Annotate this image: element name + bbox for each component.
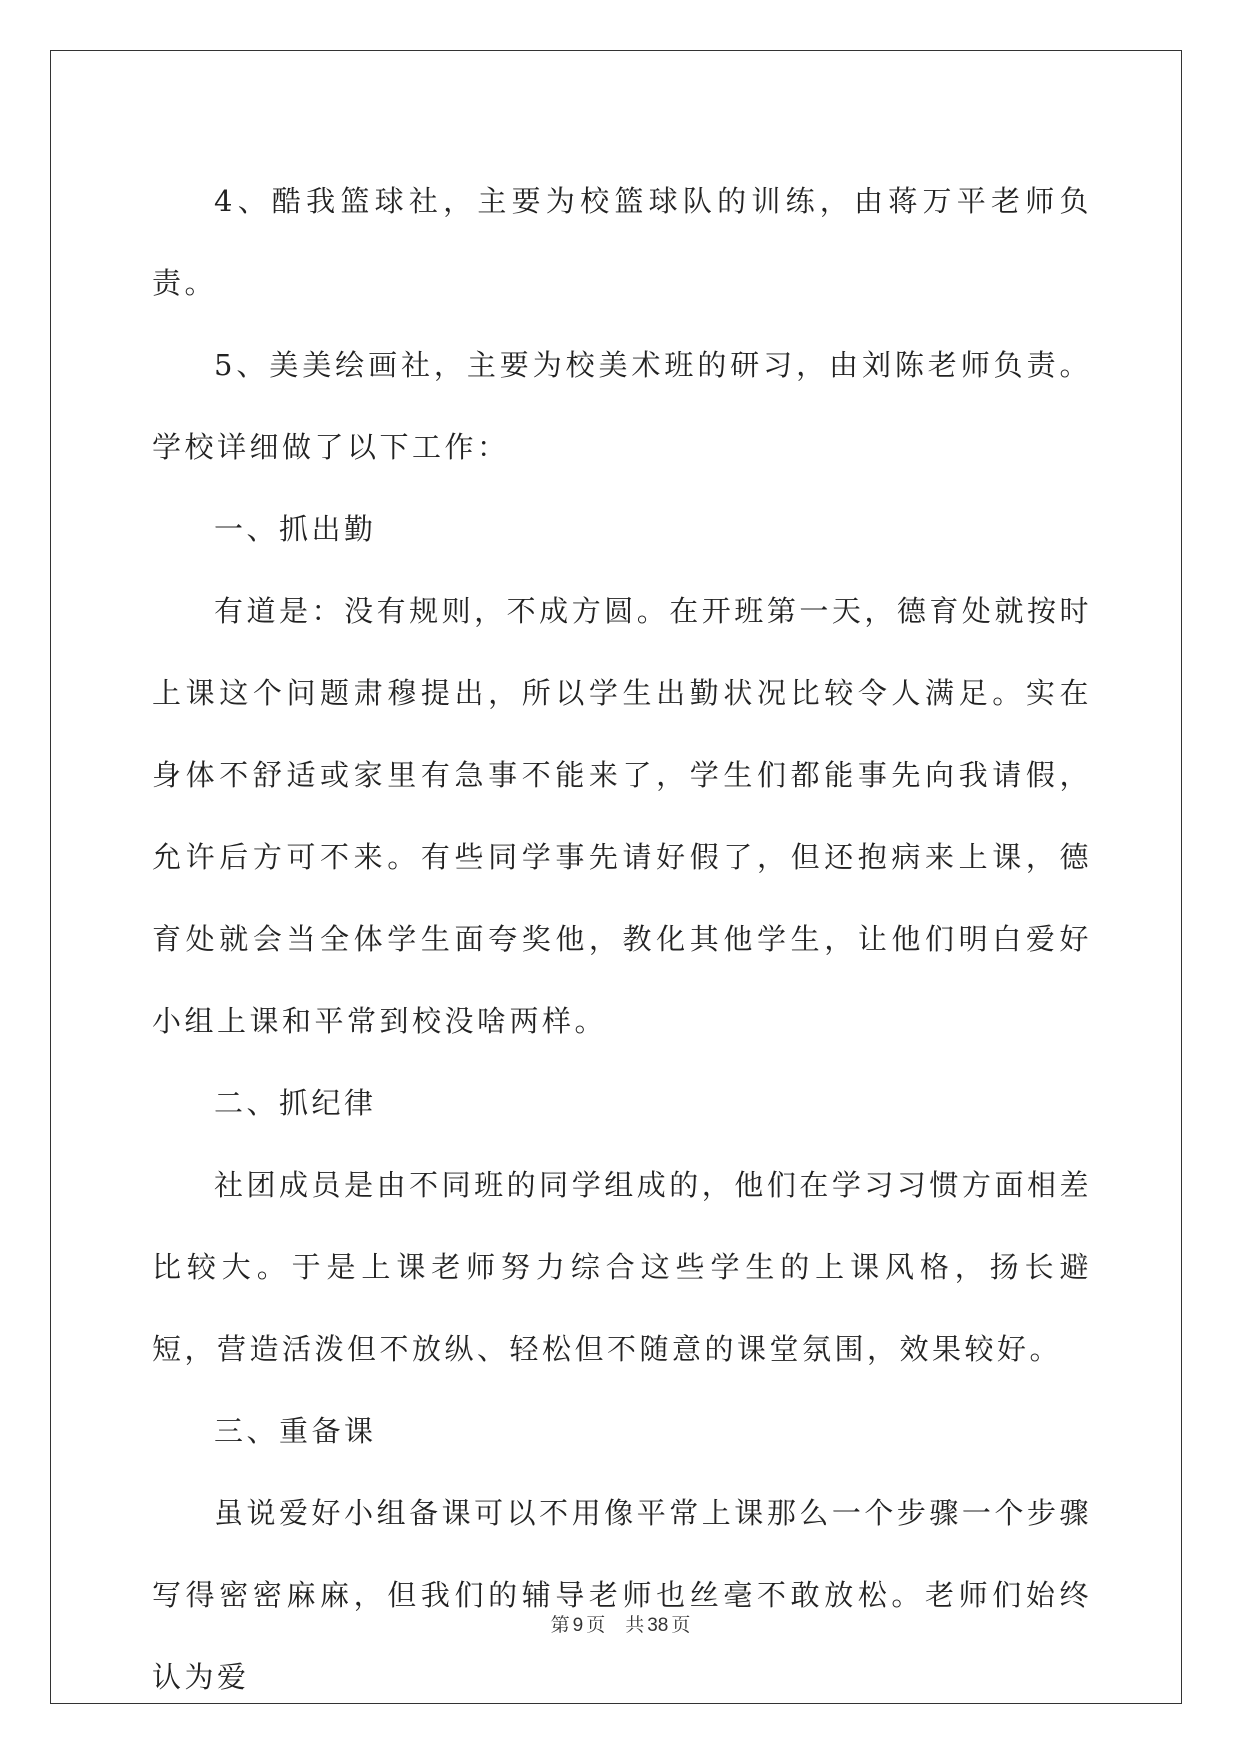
total-pages: 38 bbox=[647, 1615, 669, 1636]
paragraph-basketball-club: 4、酷我篮球社，主要为校篮球队的训练，由蒋万平老师负责。 bbox=[152, 184, 1092, 300]
paragraph-discipline: 社团成员是由不同班的同学组成的，他们在学习习惯方面相差比较大。于是上课老师努力综合这些学生的上课风格，扬长避短，营造活泼但不放纵、轻松但不随意的课堂氛围，效果较好。 bbox=[152, 1168, 1092, 1366]
total-suffix: 页 bbox=[671, 1614, 691, 1636]
paragraph-lesson-prep: 虽说爱好小组备课可以不用像平常上课那么一个步骤一个步骤写得密密麻麻，但我们的辅导老师也丝毫不敢放松。老师们始终认为爱 bbox=[152, 1496, 1092, 1694]
heading-lesson-prep: 三、重备课 bbox=[214, 1414, 377, 1448]
page-suffix: 页 bbox=[586, 1614, 606, 1636]
page-footer bbox=[0, 1610, 1241, 1637]
paragraph-painting-club: 5、美美绘画社，主要为校美术班的研习，由刘陈老师负责。 学校详细做了以下工作： bbox=[152, 348, 1092, 464]
heading-discipline: 二、抓纪律 bbox=[214, 1086, 377, 1120]
page-prefix: 第 bbox=[550, 1614, 570, 1636]
document-body bbox=[152, 160, 1092, 1718]
heading-attendance: 一、抓出勤 bbox=[214, 512, 377, 546]
total-prefix: 共 bbox=[625, 1614, 645, 1636]
page-number: 9 bbox=[572, 1615, 584, 1636]
paragraph-attendance: 有道是：没有规则，不成方圆。在开班第一天，德育处就按时上课这个问题肃穆提出，所以学生出勤状况比较令人满足。实在身体不舒适或家里有急事不能来了，学生们都能事先向我请假，允许后方可不来。有些同学事先请好假了，但还抱病来上课，德育处就会当全体学生面夸奖他，教化其他学生，让他们明白爱好小组上课和平常到校没啥两样。 bbox=[152, 594, 1092, 1038]
